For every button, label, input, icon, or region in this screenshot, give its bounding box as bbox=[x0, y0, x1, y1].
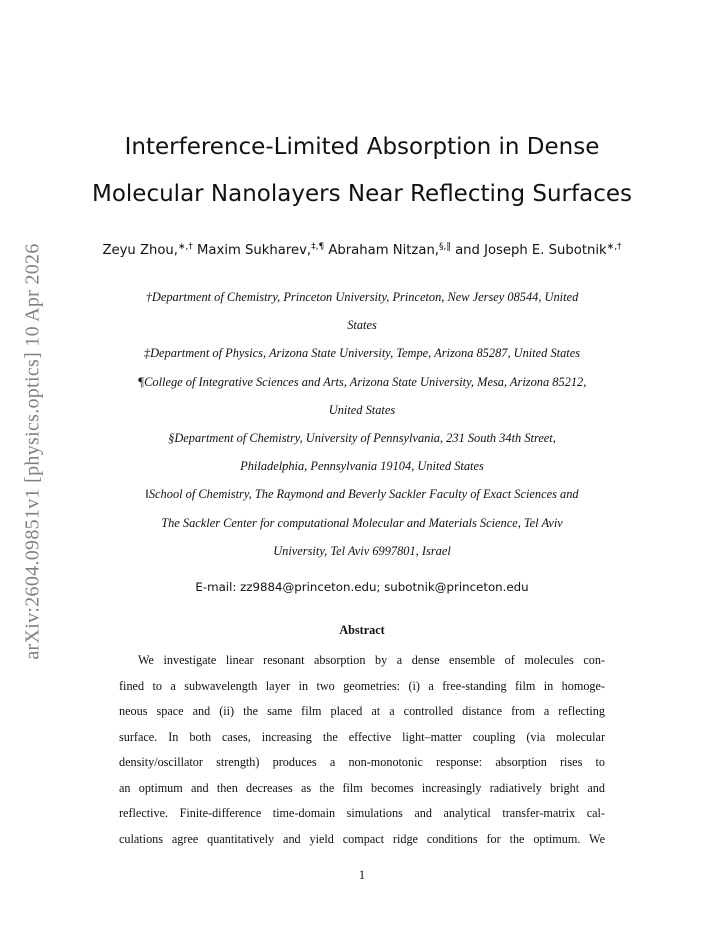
affiliation-line: §Department of Chemistry, University of Pennsylvania, 231 South 34th Street, bbox=[168, 431, 556, 446]
affiliation-list bbox=[88, 283, 636, 565]
affiliation-line: ¶College of Integrative Sciences and Arts, Arizona State University, Mesa, Arizona 85212, bbox=[137, 374, 587, 389]
arxiv-sidebar-stamp bbox=[18, 220, 48, 682]
author-name: Abraham Nitzan, bbox=[324, 243, 439, 258]
affiliation-line: ‖School of Chemistry, The Raymond and Beverly Sackler Faculty of Exact Sciences and bbox=[145, 487, 579, 502]
author-affiliation-marks: ‡,¶ bbox=[311, 242, 325, 252]
author-name: and Joseph E. Subotnik bbox=[450, 243, 607, 258]
affiliation-line: University, Tel Aviv 6997801, Israel bbox=[273, 543, 451, 558]
affiliation-line: States bbox=[347, 318, 377, 333]
author-affiliation-marks: §,‖ bbox=[439, 242, 451, 252]
title-line: Molecular Nanolayers Near Reflecting Surfaces bbox=[92, 181, 632, 207]
abstract-line: an optimum and then decreases as the film becomes increasingly radiatively bright and bbox=[119, 780, 605, 795]
abstract-line: reflective. Finite-difference time-domain simulations and analytical transfer-matrix cal- bbox=[119, 806, 605, 820]
author-name: Maxim Sukharev, bbox=[192, 243, 312, 258]
paper-title bbox=[88, 124, 636, 218]
contact-email: E-mail: zz9884@princeton.edu; subotnik@princeton.edu bbox=[195, 580, 529, 594]
author-affiliation-marks: ∗,† bbox=[177, 242, 193, 252]
author-list bbox=[68, 242, 656, 258]
abstract-line: surface. In both cases, increasing the effective light–matter coupling (via molecular bbox=[119, 729, 605, 744]
abstract-line: fined to a subwavelength layer in two geometries: (i) a free-standing film in homoge- bbox=[119, 678, 605, 693]
paper-page bbox=[88, 0, 636, 932]
affiliation-line: †Department of Chemistry, Princeton University, Princeton, New Jersey 08544, United bbox=[145, 290, 579, 304]
title-line: Interference-Limited Absorption in Dense bbox=[124, 134, 600, 160]
abstract-heading: Abstract bbox=[339, 623, 385, 637]
affiliation-line: Philadelphia, Pennsylvania 19104, United States bbox=[240, 459, 484, 474]
abstract-line: We investigate linear resonant absorption by a dense ensemble of molecules con- bbox=[138, 653, 605, 667]
affiliation-line: United States bbox=[328, 402, 396, 417]
abstract-body bbox=[119, 648, 605, 852]
affiliation-line: The Sackler Center for computational Molecular and Materials Science, Tel Aviv bbox=[161, 515, 563, 530]
abstract-line: neous space and (ii) the same film placed at a controlled distance from a reflecting bbox=[119, 704, 605, 718]
abstract-line: culations agree quantitatively and yield compact ridge conditions for the optimum. We bbox=[119, 831, 605, 846]
abstract-line: density/oscillator strength) produces a non-monotonic response: absorption rises to bbox=[119, 755, 605, 769]
arxiv-identifier: arXiv:2604.09851v1 [physics.optics] 10 Apr 2026 bbox=[21, 242, 44, 660]
author-affiliation-marks: ∗,† bbox=[606, 242, 622, 252]
page-number: 1 bbox=[358, 868, 366, 882]
author-name: Zeyu Zhou, bbox=[102, 243, 178, 258]
affiliation-line: ‡Department of Physics, Arizona State University, Tempe, Arizona 85287, United States bbox=[143, 346, 581, 361]
